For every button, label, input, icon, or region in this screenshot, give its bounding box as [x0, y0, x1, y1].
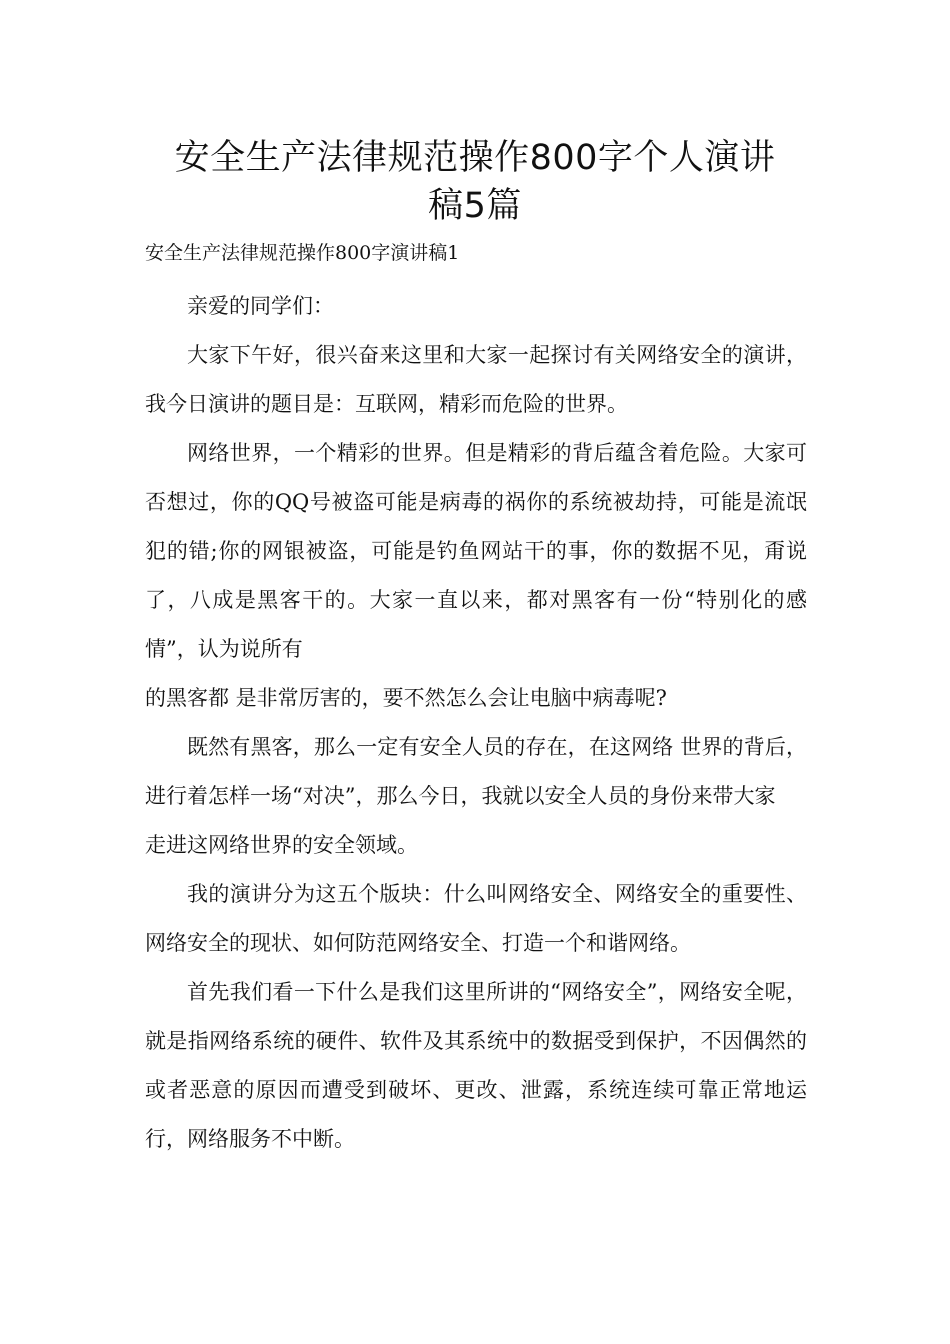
- body-paragraph: 我的演讲分为这五个版块：什么叫网络安全、网络安全的重要性、网络安全的现状、如何防范网络安全、打造一个和谐网络。: [145, 882, 807, 955]
- body-paragraph-continuation: 的黑客都 是非常厉害的，要不然怎么会让电脑中病毒呢?: [145, 686, 667, 710]
- body-paragraph: 既然有黑客，那么一定有安全人员的存在，在这网络 世界的背后，进行着怎样一场“对决”，那么今日，我就以安全人员的身份来带大家: [145, 735, 807, 808]
- body-paragraph-continuation: 走进这网络世界的安全领域。: [145, 833, 418, 857]
- body-paragraph: 大家下午好，很兴奋来这里和大家一起探讨有关网络安全的演讲，我今日演讲的题目是：互联网，精彩而危险的世界。: [145, 343, 807, 416]
- body-paragraph: 网络世界，一个精彩的世界。但是精彩的背后蕴含着危险。大家可否想过，你的QQ号被盗可能是病毒的祸你的系统被劫持，可能是流氓犯的错;你的网银被盗，可能是钓鱼网站干的事，你的数据不见，甭说了，八成是黑客干的。大家一直以来，都对黑客有一份“特别化的感情”，认为说所有: [145, 441, 807, 661]
- greeting-paragraph: 亲爱的同学们：: [187, 294, 334, 318]
- document-body: [145, 282, 807, 1164]
- document-title-line-1: 安全生产法律规范操作800字个人演讲: [174, 138, 776, 178]
- speech-heading: 安全生产法律规范操作800字演讲稿1: [145, 242, 460, 264]
- body-paragraph: 首先我们看一下什么是我们这里所讲的“网络安全”，网络安全呢，就是指网络系统的硬件、软件及其系统中的数据受到保护，不因偶然的或者恶意的原因而遭受到破坏、更改、泄露，系统连续可靠正常地运行，网络服务不中断。: [145, 980, 807, 1151]
- document-title-line-2: 稿5篇: [428, 186, 522, 226]
